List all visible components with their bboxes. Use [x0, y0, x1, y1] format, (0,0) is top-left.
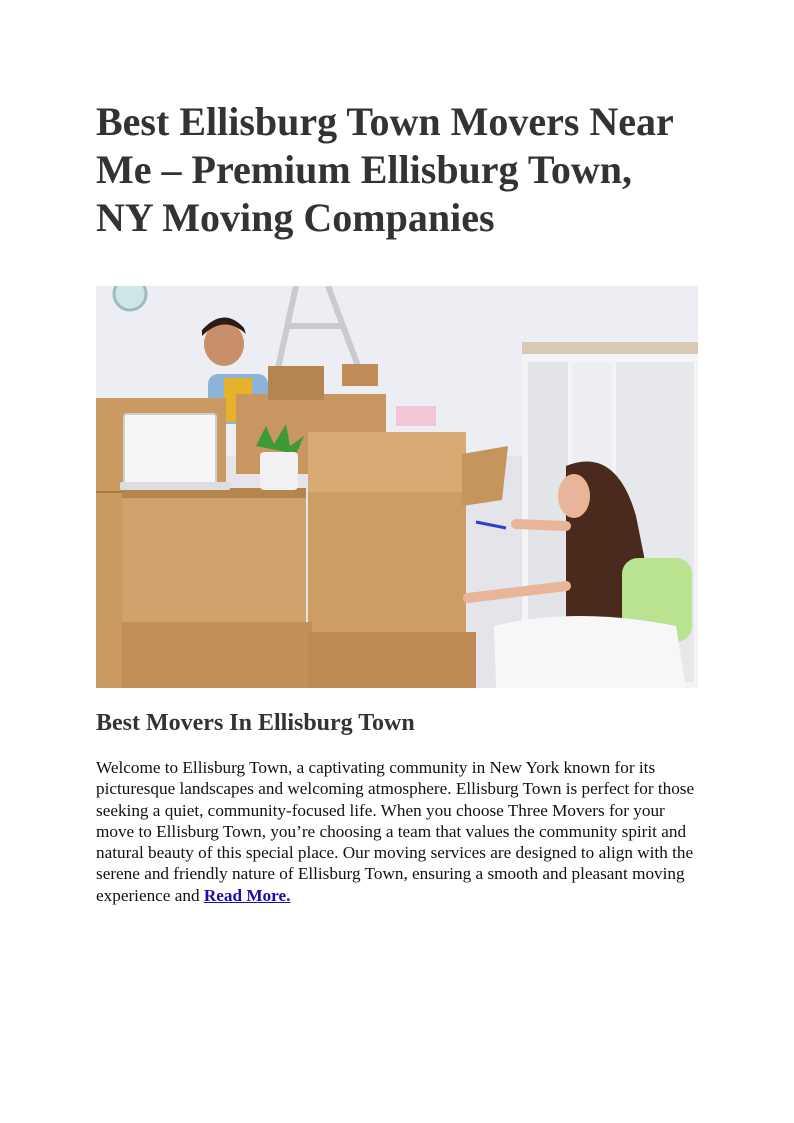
- movers-illustration: [96, 286, 698, 688]
- read-more-link[interactable]: Read More.: [203, 885, 291, 905]
- page-title: Best Ellisburg Town Movers Near Me – Premium Ellisburg Town, NY Moving Companies: [96, 99, 674, 240]
- intro-paragraph: [96, 757, 698, 906]
- intro-text: Welcome to Ellisburg Town, a captivating community in New York known for its picturesque landscapes and welcoming atmosphere. Ellisburg Town is perfect for those seeking a quiet, community-focused life. When you choose Three Movers for your move to Ellisburg Town, you’re choosing a team that values the community spirit and natural beauty of this special place. Our moving services are designed to align with the serene and friendly nature of Ellisburg Town, ensuring a smooth and pleasant moving experience and: [96, 758, 695, 905]
- hero-image: [96, 286, 698, 688]
- section-heading: Best Movers In Ellisburg Town: [96, 710, 415, 736]
